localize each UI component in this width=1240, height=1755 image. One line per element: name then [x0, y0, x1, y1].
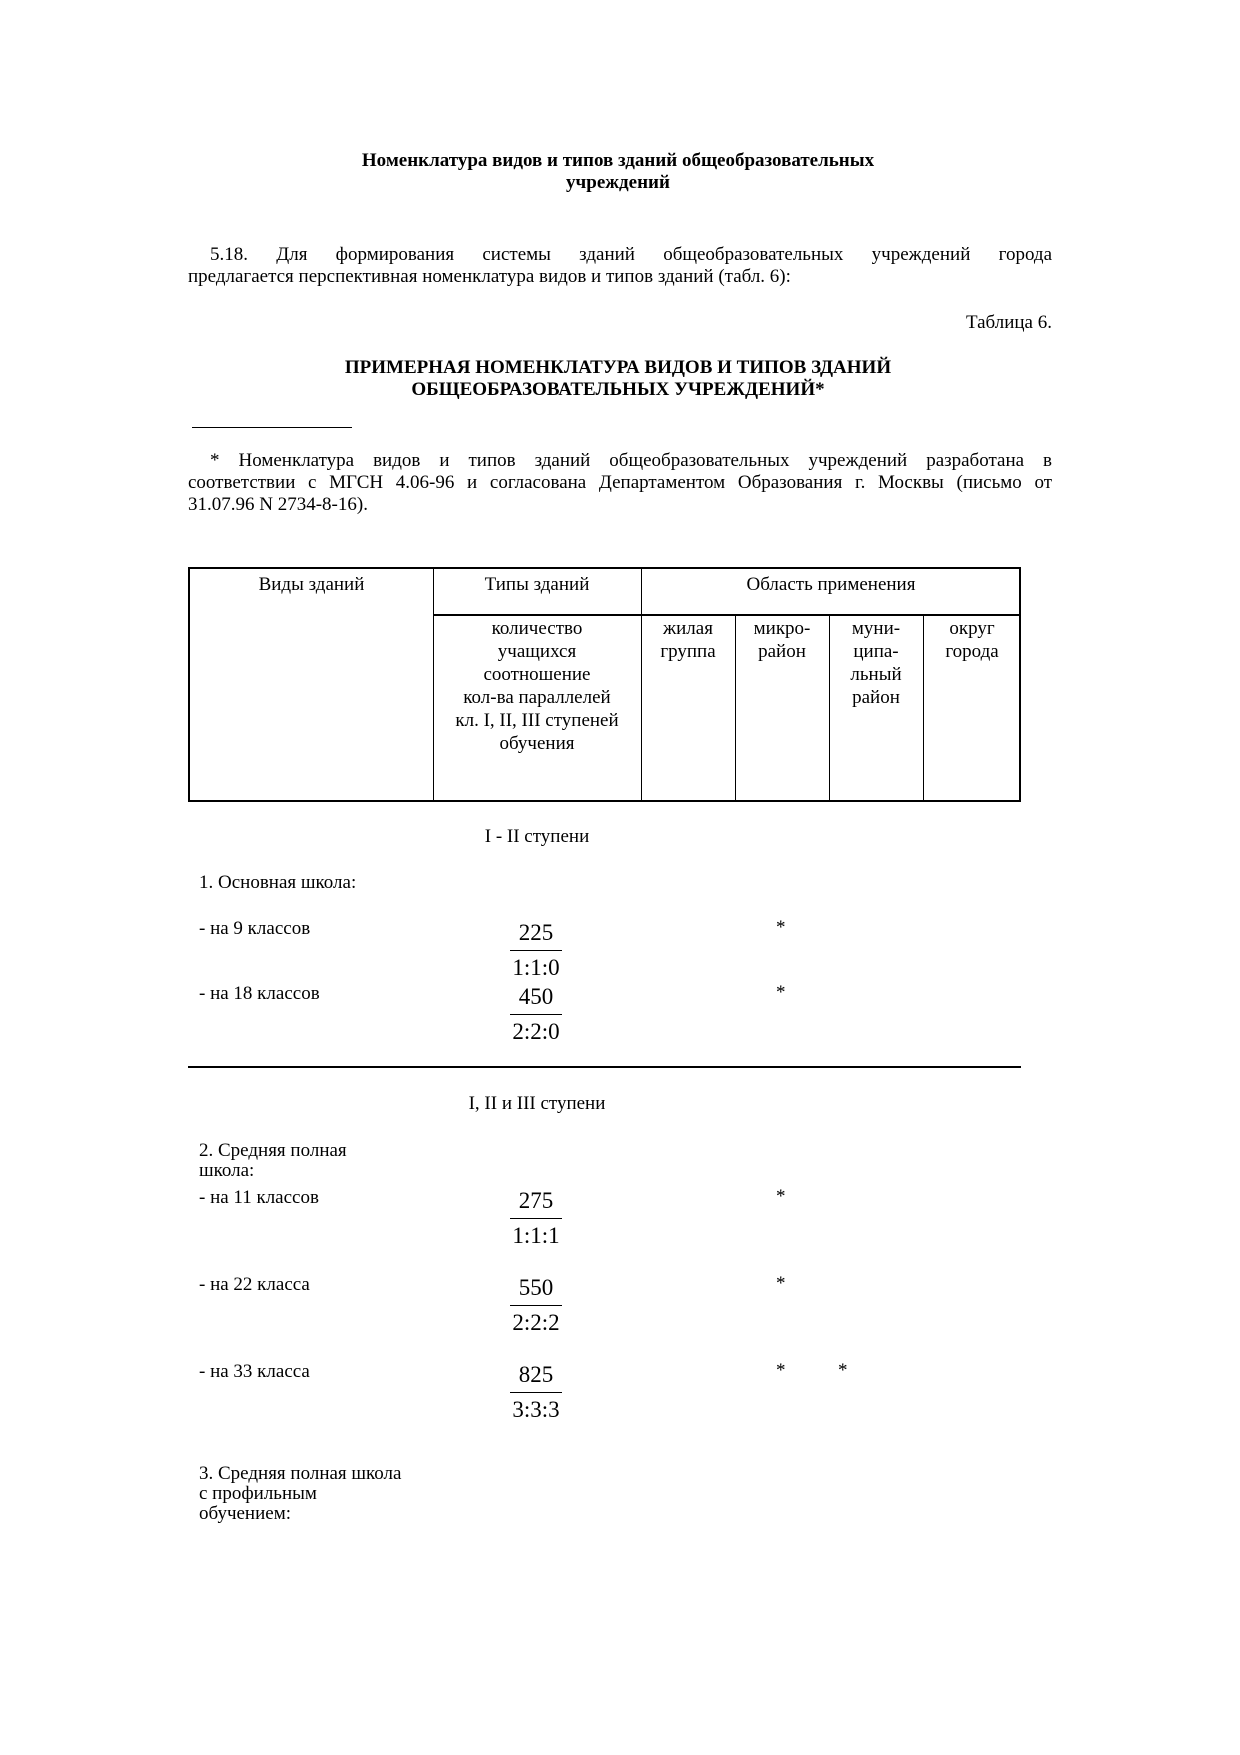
header-line: кол-ва параллелей	[463, 687, 611, 708]
table-header	[188, 567, 1021, 802]
header-line: группа	[660, 641, 716, 662]
mark-mikrorayon: *	[776, 1360, 786, 1381]
header-tipy: Типы зданий	[484, 574, 590, 595]
heading-line: 3. Средняя полная школа	[199, 1463, 402, 1484]
fraction-bar	[510, 1014, 562, 1015]
group-divider	[188, 1066, 1021, 1068]
students-count: 450	[518, 984, 554, 1009]
paragraph-5-18	[188, 244, 1052, 288]
stage-label: I, II и III ступени	[468, 1093, 606, 1114]
section-title	[188, 150, 1048, 194]
stage-label: I - II ступени	[484, 826, 590, 847]
fraction-bar	[510, 1218, 562, 1219]
students-count: 825	[518, 1362, 554, 1387]
parallel-ratio: 2:2:0	[512, 1019, 560, 1044]
mark-mikrorayon: *	[776, 917, 786, 938]
students-ratio	[506, 918, 566, 983]
header-line: ципа-	[853, 641, 899, 662]
mark-mikrorayon: *	[776, 982, 786, 1003]
header-okrug-goroda	[923, 617, 1021, 663]
footnote	[188, 450, 1052, 516]
mark-mikrorayon: *	[776, 1273, 786, 1294]
students-ratio	[506, 982, 566, 1047]
section-title-line: Номенклатура видов и типов зданий общеобразовательных	[361, 150, 875, 171]
header-line: район	[758, 641, 806, 662]
row-label: - на 33 класса	[199, 1361, 310, 1382]
table-title-line: ПРИМЕРНАЯ НОМЕНКЛАТУРА ВИДОВ И ТИПОВ ЗДАНИЙ	[344, 357, 892, 378]
parallel-ratio: 3:3:3	[512, 1397, 560, 1422]
fraction-bar	[510, 950, 562, 951]
section-title-line: учреждений	[566, 172, 670, 193]
footnote-line: соответствии с МГСН 4.06-96 и согласована Департаментом Образования г. Москвы (письмо от	[188, 472, 1052, 493]
fraction-bar	[510, 1305, 562, 1306]
header-line: города	[945, 641, 999, 662]
paragraph-line: 5.18. Для формирования системы зданий общеобразовательных учреждений города	[210, 244, 1052, 265]
group-heading	[199, 1464, 401, 1524]
header-line: муни-	[851, 618, 901, 639]
table-title-line: ОБЩЕОБРАЗОВАТЕЛЬНЫХ УЧРЕЖДЕНИЙ*	[411, 379, 825, 400]
header-tipy-sub	[433, 617, 641, 755]
header-line: округ	[949, 618, 995, 639]
parallel-ratio: 1:1:0	[512, 955, 560, 980]
footnote-line: 31.07.96 N 2734-8-16).	[188, 494, 368, 515]
header-mikrorayon	[735, 617, 829, 663]
group-heading	[199, 1141, 347, 1181]
students-count: 225	[518, 920, 554, 945]
header-line: учащихся	[497, 641, 577, 662]
students-ratio	[506, 1186, 566, 1251]
header-oblast: Область применения	[746, 574, 916, 595]
group-heading: 1. Основная школа:	[199, 872, 357, 893]
column-divider	[641, 569, 642, 800]
heading-line: 2. Средняя полная	[199, 1140, 347, 1161]
table-number: Таблица 6.	[965, 312, 1052, 333]
header-zhilaya-gruppa	[641, 617, 735, 663]
paragraph-line: предлагается перспективная номенклатура видов и типов зданий (табл. 6):	[188, 266, 791, 287]
footnote-line: * Номенклатура видов и типов зданий общеобразовательных учреждений разработана в	[210, 450, 1052, 471]
row-label: - на 22 класса	[199, 1274, 310, 1295]
header-line: кл. I, II, III ступеней	[455, 710, 619, 731]
row-label: - на 11 классов	[199, 1187, 319, 1208]
parallel-ratio: 2:2:2	[512, 1310, 560, 1335]
students-ratio	[506, 1360, 566, 1425]
parallel-ratio: 1:1:1	[512, 1223, 560, 1248]
table-title	[188, 357, 1048, 401]
header-row-divider	[433, 614, 1019, 616]
mark-mikrorayon: *	[776, 1186, 786, 1207]
header-line: соотношение	[483, 664, 591, 685]
heading-line: школа:	[199, 1160, 255, 1181]
header-line: обучения	[499, 733, 575, 754]
students-ratio	[506, 1273, 566, 1338]
row-label: - на 9 классов	[199, 918, 311, 939]
header-vidy: Виды зданий	[258, 574, 365, 595]
header-municipalny-rayon	[829, 617, 923, 709]
footnote-rule	[192, 427, 352, 428]
students-count: 550	[518, 1275, 554, 1300]
mark-municipalny-rayon: *	[838, 1360, 848, 1381]
heading-line: с профильным	[199, 1483, 317, 1504]
header-line: жилая	[663, 618, 713, 639]
header-line: количество	[491, 618, 583, 639]
header-line: микро-	[753, 618, 811, 639]
heading-line: обучением:	[199, 1503, 292, 1524]
header-line: район	[852, 687, 900, 708]
fraction-bar	[510, 1392, 562, 1393]
students-count: 275	[518, 1188, 554, 1213]
row-label: - на 18 классов	[199, 983, 320, 1004]
header-line: льный	[850, 664, 902, 685]
